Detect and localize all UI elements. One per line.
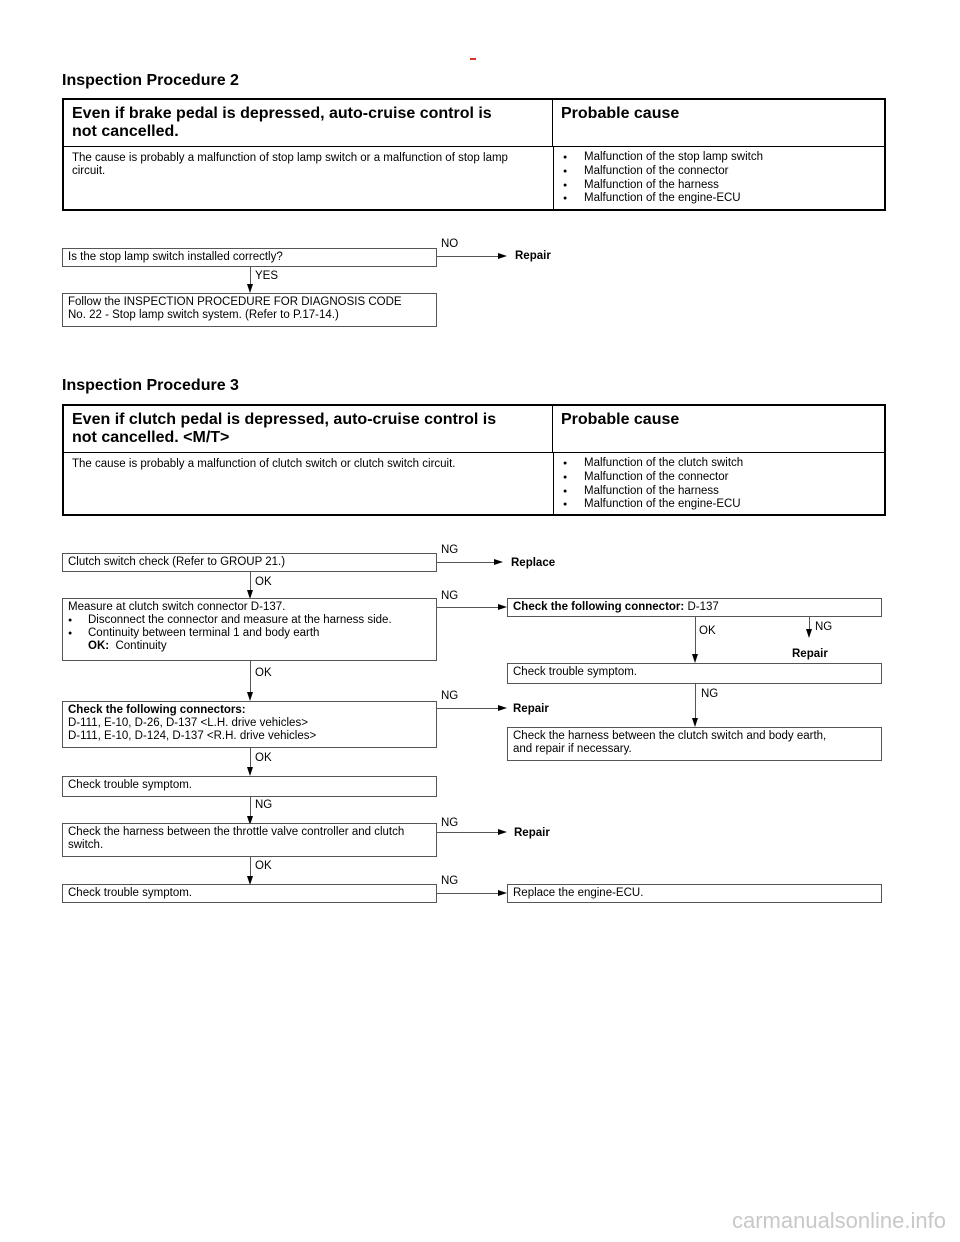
connector-line (437, 607, 499, 608)
ok-criterion (68, 640, 431, 653)
proc2-description: The cause is probably a malfunction of stop lamp switch or a malfunction of stop lamp circuit. (72, 152, 508, 177)
arrow-right-icon (498, 890, 507, 896)
divider (64, 452, 884, 453)
arrow-right-icon (498, 604, 507, 610)
arrow-right-icon (494, 559, 503, 565)
proc3-step-clutch-switch-check: Clutch switch check (Refer to GROUP 21.) (62, 553, 437, 572)
ok-label: OK: (88, 640, 110, 652)
arrow-right-icon (498, 829, 507, 835)
branch-label-ng: NG (441, 590, 459, 602)
branch-label-ng: NG (441, 817, 459, 829)
step-heading: Check the following connectors: (68, 704, 246, 716)
branch-label-ok: OK (255, 667, 272, 679)
branch-label-ng: NG (255, 799, 273, 811)
arrow-down-icon (692, 654, 698, 663)
text-line: Check the harness between the clutch switch and body earth, (513, 730, 827, 742)
branch-label-yes: YES (255, 270, 279, 282)
text-line: D-111, E-10, D-124, D-137 <R.H. drive vehicles> (68, 730, 317, 742)
list-item: ● Malfunction of the harness (561, 485, 743, 499)
proc2-symptom-line2: not cancelled. (72, 123, 179, 140)
proc3-step-check-symptom: Check trouble symptom. (62, 776, 437, 797)
list-item: ● Malfunction of the engine-ECU (561, 498, 743, 512)
proc3-result-repair: Repair (514, 827, 550, 839)
connector-line (437, 893, 499, 894)
divider (553, 452, 554, 514)
text-line: Follow the INSPECTION PROCEDURE FOR DIAGNOSIS CODE (68, 296, 402, 308)
list-item: ● Malfunction of the connector (561, 165, 763, 179)
arrow-down-icon (247, 692, 253, 701)
divider (64, 146, 884, 147)
branch-label-no: NO (441, 238, 459, 250)
proc2-cause-list (561, 151, 763, 206)
arrow-down-icon (247, 284, 253, 293)
list-item: ● Disconnect the connector and measure at the harness side. (68, 614, 431, 627)
connector-line (250, 857, 251, 877)
proc3-cause-list (561, 457, 743, 512)
list-item: ● Malfunction of the clutch switch (561, 457, 743, 471)
arrow-down-icon (247, 767, 253, 776)
proc3-result-repair: Repair (792, 648, 828, 660)
connector-line (250, 572, 251, 592)
proc3-table (62, 404, 886, 516)
proc3-step-check-connector (507, 598, 882, 617)
connector-line (250, 267, 251, 285)
proc2-symptom-header (64, 100, 553, 146)
text-line: Check the harness between the throttle valve controller and clutch (68, 826, 405, 838)
list-item: ● Malfunction of the connector (561, 471, 743, 485)
section-title-proc3: Inspection Procedure 3 (62, 377, 239, 394)
proc3-step-measure-connector (62, 598, 437, 661)
arrow-right-icon (498, 705, 507, 711)
ok-value: Continuity (115, 640, 167, 652)
proc3-result-replace: Replace (511, 557, 556, 569)
proc3-cause-header: Probable cause (561, 411, 680, 428)
proc3-symptom-line1: Even if clutch pedal is depressed, auto-cruise control is (72, 411, 497, 428)
arrow-down-icon (806, 629, 812, 638)
proc2-result-repair: Repair (515, 250, 551, 262)
list-item: ● Continuity between terminal 1 and body earth (68, 627, 431, 640)
proc2-symptom-line1: Even if brake pedal is depressed, auto-cruise control is (72, 105, 492, 122)
list-item: ● Malfunction of the engine-ECU (561, 192, 763, 206)
proc3-symptom-line2: not cancelled. <M/T> (72, 429, 230, 446)
connector-line (437, 708, 499, 709)
watermark: carmanualsonline.info (731, 1208, 946, 1233)
proc2-table (62, 98, 886, 211)
proc3-result-replace-ecu: Replace the engine-ECU. (507, 884, 882, 903)
divider (553, 146, 554, 209)
connector-line (695, 617, 696, 655)
connector-line (437, 256, 500, 257)
arrow-right-icon (498, 253, 507, 259)
connector-line (250, 661, 251, 693)
branch-label-ng: NG (441, 544, 459, 556)
connector-line (250, 748, 251, 768)
branch-label-ok: OK (255, 576, 272, 588)
proc3-result-repair: Repair (513, 703, 549, 715)
text-line: No. 22 - Stop lamp switch system. (Refer to P.17-14.) (68, 309, 339, 321)
branch-label-ng: NG (441, 690, 459, 702)
proc2-step-stop-lamp-check: Is the stop lamp switch installed correctly? (62, 248, 437, 267)
text-line: D-111, E-10, D-26, D-137 <L.H. drive vehicles> (68, 717, 308, 729)
proc2-step-follow-procedure (62, 293, 437, 327)
branch-label-ok: OK (255, 860, 272, 872)
branch-label-ng: NG (815, 621, 833, 633)
branch-label-ng: NG (441, 875, 459, 887)
connector-line (437, 562, 497, 563)
proc3-description: The cause is probably a malfunction of clutch switch or clutch switch circuit. (72, 458, 456, 470)
proc3-step-check-harness-throttle (62, 823, 437, 857)
connector-line (695, 684, 696, 719)
proc3-step-check-connectors (62, 701, 437, 748)
text-line: and repair if necessary. (513, 743, 632, 755)
text-line: Measure at clutch switch connector D-137. (68, 601, 286, 613)
connector-line (250, 797, 251, 817)
page-mark (470, 58, 476, 60)
list-item: ● Malfunction of the stop lamp switch (561, 151, 763, 165)
text-line: switch. (68, 839, 104, 851)
connector-id: D-137 (687, 601, 719, 613)
proc3-symptom-header (64, 406, 553, 452)
proc3-step-check-symptom: Check trouble symptom. (507, 663, 882, 684)
section-title-proc2: Inspection Procedure 2 (62, 72, 239, 89)
step-heading: Check the following connector: (513, 601, 685, 613)
proc3-step-check-harness-earth (507, 727, 882, 761)
branch-label-ok: OK (255, 752, 272, 764)
branch-label-ok: OK (699, 625, 716, 637)
branch-label-ng: NG (701, 688, 719, 700)
connector-line (437, 832, 499, 833)
arrow-down-icon (692, 718, 698, 727)
list-item: ● Malfunction of the harness (561, 179, 763, 193)
proc2-cause-header: Probable cause (561, 105, 680, 122)
proc3-step-check-symptom-final: Check trouble symptom. (62, 884, 437, 903)
